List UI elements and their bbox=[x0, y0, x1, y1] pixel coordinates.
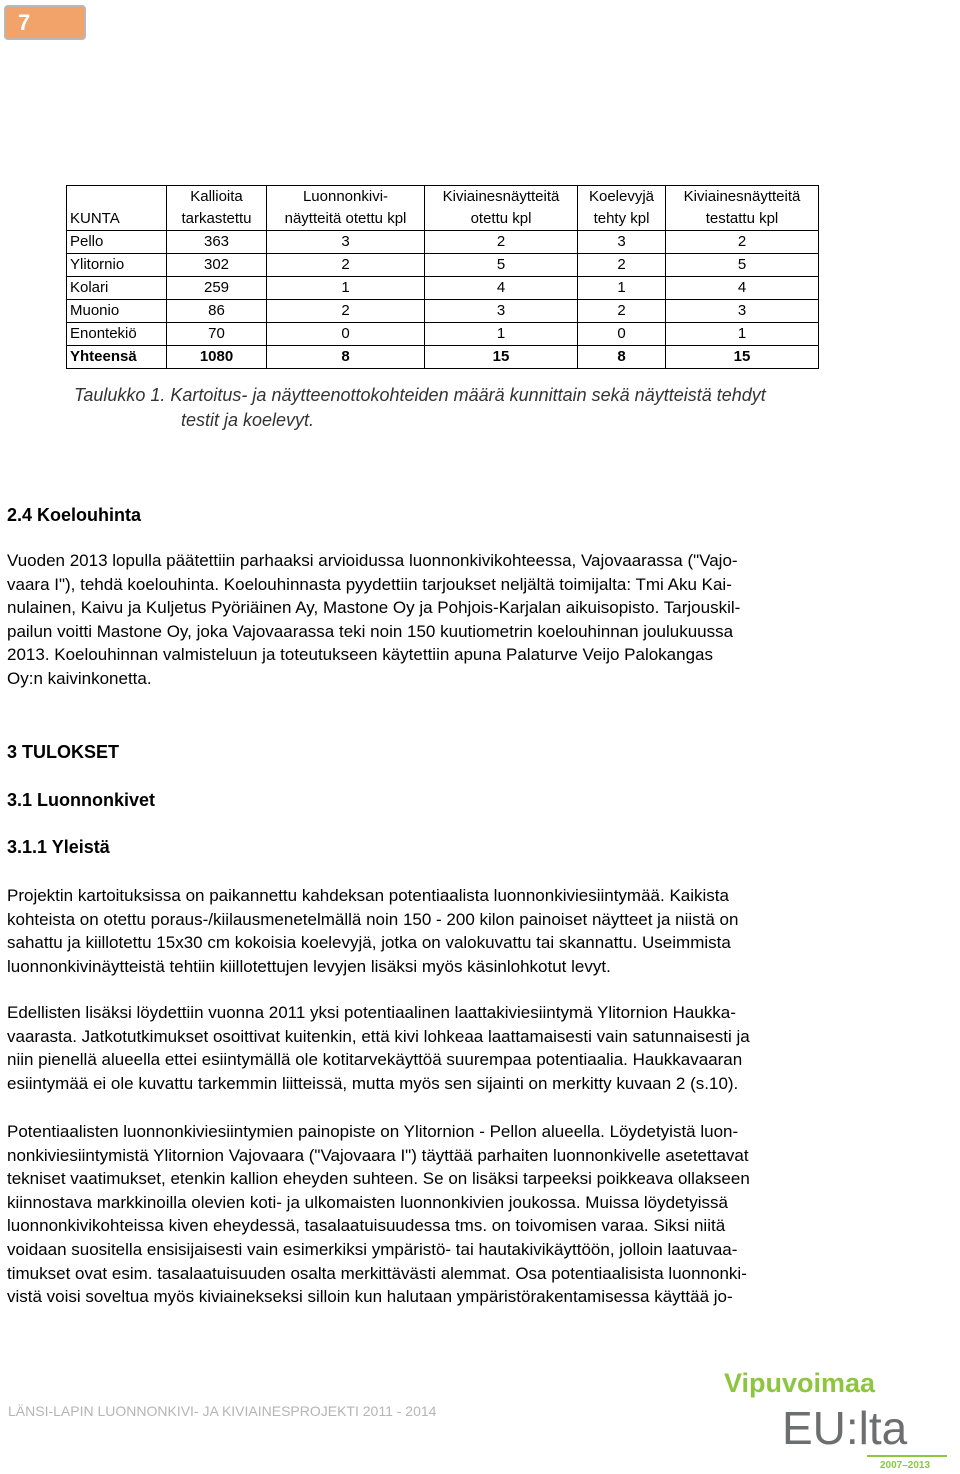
table-row bbox=[67, 300, 819, 323]
heading-3: 3 TULOKSET bbox=[7, 742, 120, 762]
table-cell: 8 bbox=[578, 346, 666, 369]
paragraph-yleista-3: Potentiaalisten luonnonkiviesiintymien painopiste on Ylitornion - Pellon alueella. Löydetyistä luon- nonkiviesiintymistä Ylitornion Vajovaara ("Vajovaara I") täyttää parhaiten luonnonkivelle asetettavat tekniset vaatimukset, etenkin kallion eheyden suhteen. Se on lisäksi tarpeeksi poikkeava ollakseen kiinnostava markkinoilla olevien koti- ja ulkomaisten luonnonkivien joukossa. Muissa löydetyissä luonnonkivikohteissa kiven eheydessä, tasalaatuisuudessa tms. on toivomisen varaa. Siksi niitä voidaan suositella ensisijaisesti vain esimerkiksi ympäristö- tai hautakivikäyttöön, jolloin laatuvaa- timukset ovat esim. tasalaatuisuuden osalta merkittävästi alemmat. Osa potentiaalisista luonnonki- vistä voisi soveltua myös kiviainekseksi silloin kun halutaan ympäristörakentamisessa käyttää jo- bbox=[7, 1122, 750, 1307]
table-row bbox=[67, 323, 819, 346]
cell-kunta: Muonio bbox=[67, 300, 167, 323]
header-kiviaines-testattu: Kiviainesnäytteitä testattu kpl bbox=[666, 186, 819, 231]
header-kunta: KUNTA bbox=[67, 186, 167, 231]
table-row bbox=[67, 231, 819, 254]
table-cell: 0 bbox=[578, 323, 666, 346]
sampling-table bbox=[66, 185, 819, 369]
cell-kunta: Enontekiö bbox=[67, 323, 167, 346]
table-cell: 363 bbox=[167, 231, 267, 254]
paragraph-koelouhinta: Vuoden 2013 lopulla päätettiin parhaaksi arvioidussa luonnonkivikohteessa, Vajovaarassa ("Vajo- vaara I"), tehdä koelouhinta. Koelouhinnasta pyydettiin tarjoukset neljältä toimijalta: Tmi Aku Kai- nulainen, Kaivu ja Kuljetus Pyöriäinen Ay, Mastone Oy ja Pohjois-Karjalan aikuisopisto. Tarjouskil- pailun voitti Mastone Oy, joka Vajovaarassa teki noin 150 kuutiometrin koelouhinnan joulukuussa 2013. Koelouhinnan valmisteluun ja toteutukseen käytettiin apuna Palaturve Veijo Palokangas Oy:n kaivinkonetta. bbox=[7, 551, 741, 688]
footer-project-name: LÄNSI-LAPIN LUONNONKIVI- JA KIVIAINESPROJEKTI 2011 - 2014 bbox=[8, 1403, 437, 1419]
table-cell: 2 bbox=[578, 300, 666, 323]
cell-kunta: Kolari bbox=[67, 277, 167, 300]
table-row bbox=[67, 254, 819, 277]
table-cell: 86 bbox=[167, 300, 267, 323]
table-total-row bbox=[67, 346, 819, 369]
logo-line2: EU:lta bbox=[782, 1402, 908, 1454]
table-cell: 3 bbox=[666, 300, 819, 323]
table-cell: 259 bbox=[167, 277, 267, 300]
table-cell: 1080 bbox=[167, 346, 267, 369]
cell-kunta: Yhteensä bbox=[67, 346, 167, 369]
header-kallioita: Kallioita tarkastettu bbox=[167, 186, 267, 231]
table-cell: 2 bbox=[267, 254, 425, 277]
table-cell: 302 bbox=[167, 254, 267, 277]
table-cell: 4 bbox=[425, 277, 578, 300]
table-cell: 1 bbox=[666, 323, 819, 346]
cell-kunta: Pello bbox=[67, 231, 167, 254]
cell-kunta: Ylitornio bbox=[67, 254, 167, 277]
table-cell: 8 bbox=[267, 346, 425, 369]
table-header-row bbox=[67, 186, 819, 231]
table-cell: 15 bbox=[666, 346, 819, 369]
header-kiviaines-otettu: Kiviainesnäytteitä otettu kpl bbox=[425, 186, 578, 231]
table-cell: 4 bbox=[666, 277, 819, 300]
table-cell: 2 bbox=[666, 231, 819, 254]
table-row bbox=[67, 277, 819, 300]
logo-years: 2007–2013 bbox=[880, 1460, 931, 1470]
paragraph-yleista-2: Edellisten lisäksi löydettiin vuonna 2011 yksi potentiaalinen laattakiviesiintymä Ylitornion Haukka- vaarasta. Jatkotutkimukset osoittivat kuitenkin, että kivi lohkeaa laattamaisesti vain satunnaisesti ja niin pienellä alueella ettei esiintymällä ole kotitarvekäyttöä suurempaa potentiaalia. Haukkavaaran esiintymää ei ole kuvattu tarkemmin liitteissä, mutta myös sen sijainti on merkitty kuvaan 2 (s.10). bbox=[7, 1003, 750, 1093]
table-cell: 15 bbox=[425, 346, 578, 369]
heading-2-4: 2.4 Koelouhinta bbox=[7, 505, 142, 525]
logo-line1: Vipuvoimaa bbox=[724, 1368, 876, 1398]
heading-3-1: 3.1 Luonnonkivet bbox=[7, 790, 156, 810]
paragraph-yleista-1: Projektin kartoituksissa on paikannettu kahdeksan potentiaalista luonnonkiviesiintymää. Kaikista kohteista on otettu poraus-/kiilausmenetelmällä noin 150 - 200 kilon painoiset näytteet ja niistä on sahattu ja kiillotettu 15x30 cm kokoisia koelevyjä, jotka on valokuvattu tai skannattu. Useimmista luonnonkivinäytteistä tehtiin kiillotettujen levyjen lisäksi myös käsinlohkotut levyt. bbox=[7, 886, 739, 976]
table-cell: 3 bbox=[425, 300, 578, 323]
table-cell: 70 bbox=[167, 323, 267, 346]
table-cell: 5 bbox=[425, 254, 578, 277]
page-number-badge: 7 bbox=[4, 5, 86, 40]
table-cell: 5 bbox=[666, 254, 819, 277]
heading-3-1-1: 3.1.1 Yleistä bbox=[7, 837, 110, 857]
table-cell: 0 bbox=[267, 323, 425, 346]
table-cell: 1 bbox=[267, 277, 425, 300]
table-cell: 2 bbox=[425, 231, 578, 254]
table-cell: 1 bbox=[578, 277, 666, 300]
table-cell: 3 bbox=[578, 231, 666, 254]
header-luonnonkivi: Luonnonkivi- näytteitä otettu kpl bbox=[267, 186, 425, 231]
table-cell: 3 bbox=[267, 231, 425, 254]
table-caption bbox=[74, 383, 894, 433]
caption-line: Taulukko 1. Kartoitus- ja näytteenottokohteiden määrä kunnittain sekä näytteistä tehdyt bbox=[74, 385, 766, 405]
table-cell: 1 bbox=[425, 323, 578, 346]
header-koelevyja: Koelevyjä tehty kpl bbox=[578, 186, 666, 231]
vipuvoimaa-eu-logo bbox=[722, 1362, 954, 1470]
table-cell: 2 bbox=[267, 300, 425, 323]
caption-line: testit ja koelevyt. bbox=[181, 410, 315, 430]
table-cell: 2 bbox=[578, 254, 666, 277]
